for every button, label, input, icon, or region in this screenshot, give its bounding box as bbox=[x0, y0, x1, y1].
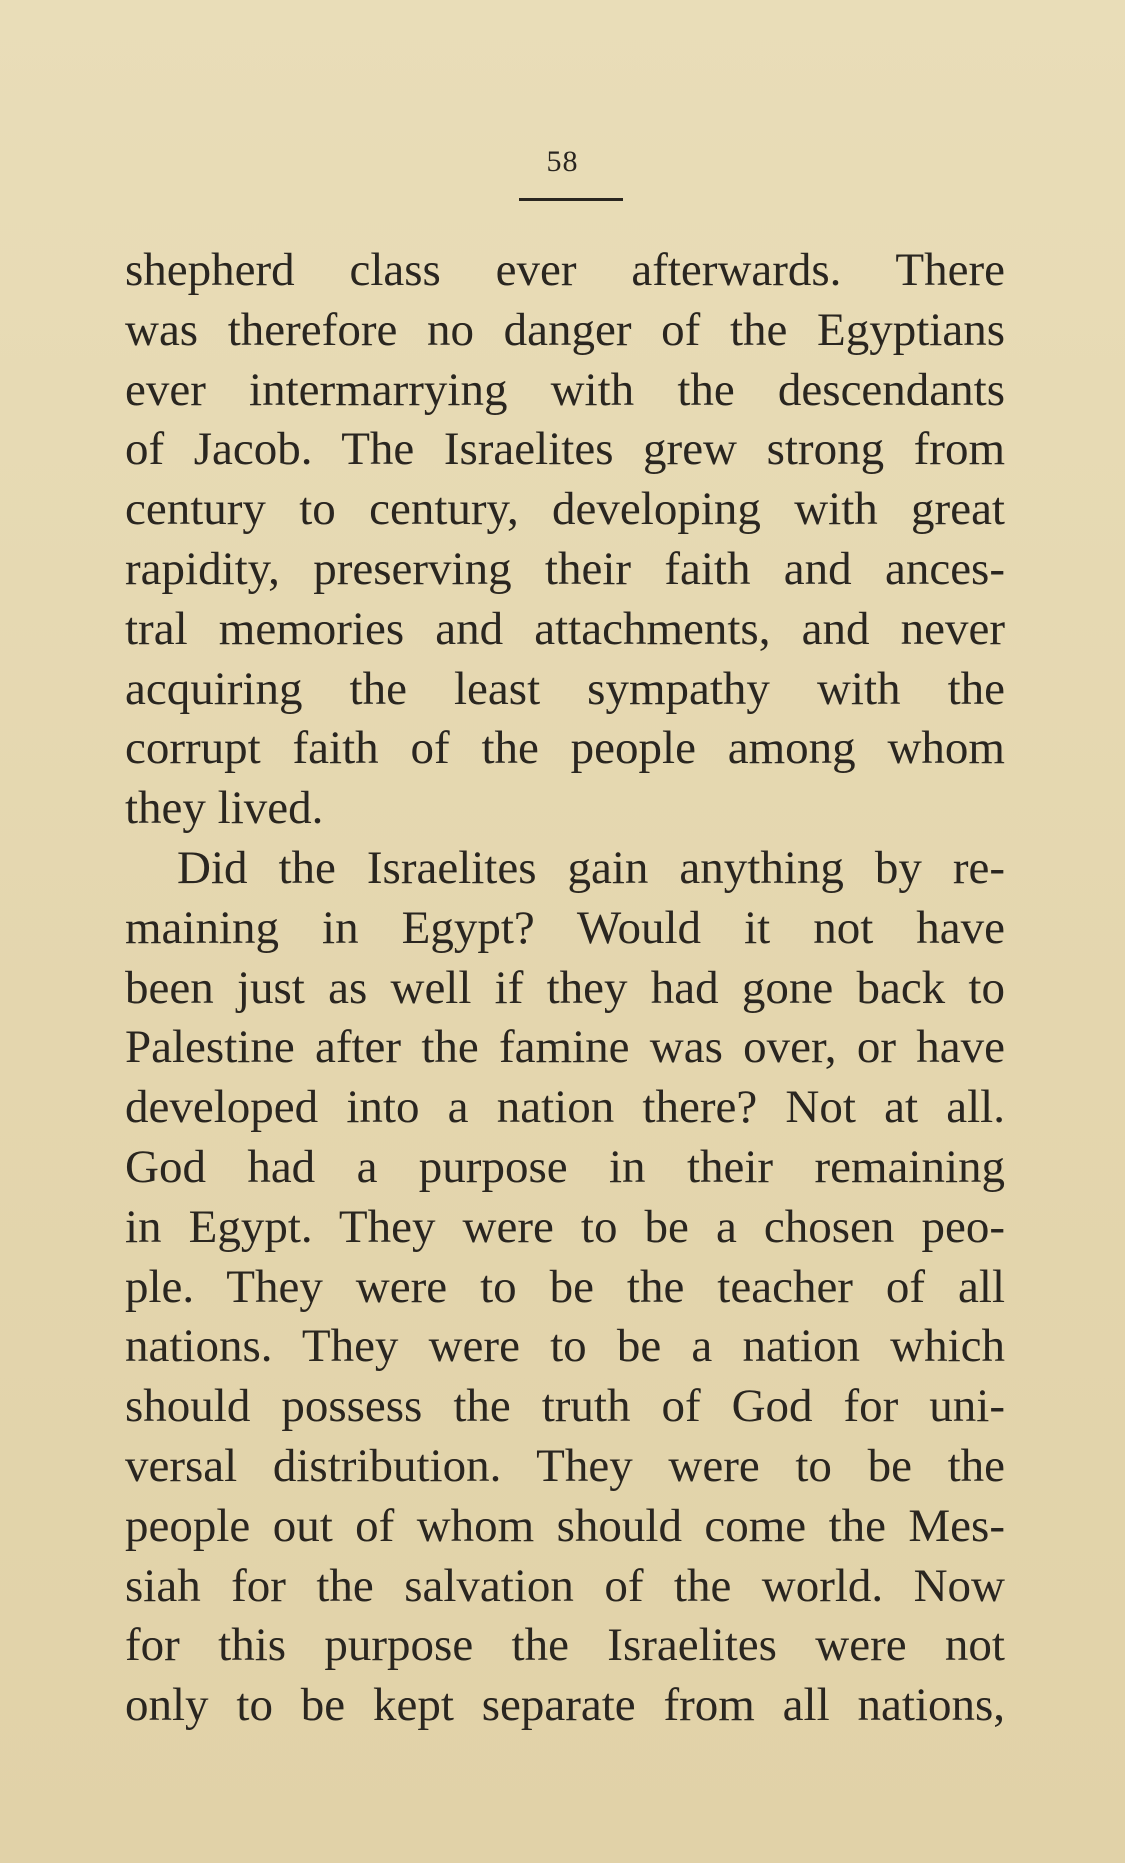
text-line: developed into a nation there? Not at all. bbox=[125, 1081, 1005, 1134]
text-line: siah for the salvation of the world. Now bbox=[125, 1559, 1005, 1612]
text-line: of Jacob. The Israelites grew strong from bbox=[125, 423, 1005, 476]
text-line: only to be kept separate from all nations, bbox=[125, 1679, 1005, 1732]
text-line: versal distribution. They were to be the bbox=[125, 1439, 1005, 1492]
header-rule bbox=[519, 198, 623, 201]
text-line: corrupt faith of the people among whom bbox=[125, 722, 1005, 775]
text-line: shepherd class ever afterwards. There bbox=[125, 244, 1005, 296]
text-line: God had a purpose in their remaining bbox=[125, 1140, 1005, 1193]
text-line: in Egypt. They were to be a chosen peo- bbox=[125, 1200, 1005, 1253]
text-line: rapidity, preserving their faith and ances- bbox=[125, 542, 1005, 595]
text-line: tral memories and attachments, and never bbox=[125, 602, 1005, 655]
text-line: people out of whom should come the Mes- bbox=[125, 1499, 1005, 1552]
text-line: Did the Israelites gain anything by re- bbox=[177, 841, 1005, 894]
text-line: for this purpose the Israelites were not bbox=[125, 1619, 1005, 1672]
text-line: ple. They were to be the teacher of all bbox=[125, 1260, 1005, 1313]
text-line: acquiring the least sympathy with the bbox=[125, 662, 1005, 715]
text-line: was therefore no danger of the Egyptians bbox=[125, 303, 1005, 356]
body-text bbox=[125, 241, 1005, 1736]
text-line: maining in Egypt? Would it not have bbox=[125, 901, 1005, 954]
text-line: been just as well if they had gone back to bbox=[125, 961, 1005, 1014]
text-line: they lived. bbox=[125, 782, 324, 835]
text-line: century to century, developing with great bbox=[125, 483, 1005, 536]
text-line: Palestine after the famine was over, or have bbox=[125, 1021, 1005, 1074]
text-line: ever intermarrying with the descendants bbox=[125, 363, 1005, 416]
text-line: nations. They were to be a nation which bbox=[125, 1320, 1005, 1373]
page-number: 58 bbox=[546, 145, 579, 178]
text-line: should possess the truth of God for uni- bbox=[125, 1380, 1005, 1433]
